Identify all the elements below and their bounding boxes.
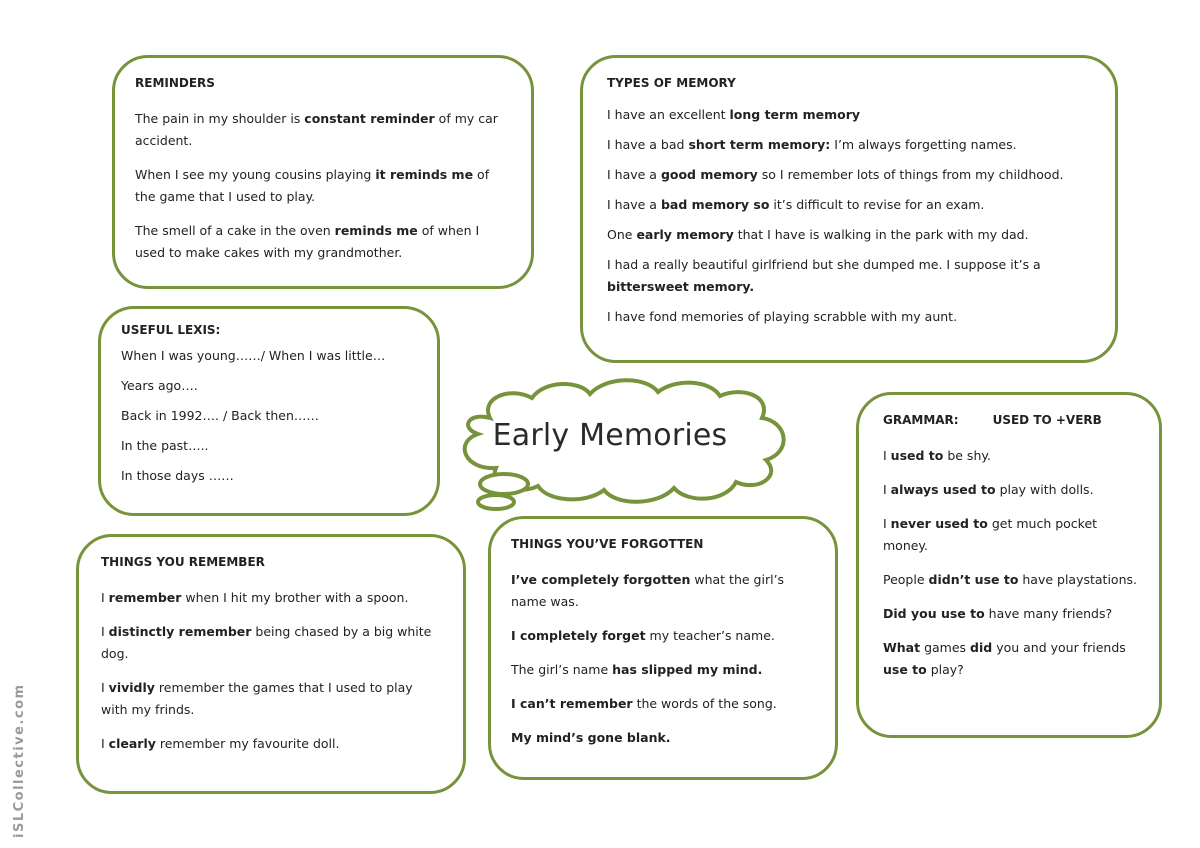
example-sentence xyxy=(883,479,1143,501)
reminders-heading: REMINDERS xyxy=(135,76,215,90)
lexis-lines xyxy=(121,345,417,487)
highlighted-phrase: constant reminder xyxy=(304,111,435,126)
sentence-text: I xyxy=(101,590,109,605)
lexis-heading: USEFUL LEXIS: xyxy=(121,323,221,337)
highlighted-phrase: What xyxy=(883,640,921,655)
sentence-text: In the past….. xyxy=(121,438,209,453)
sentence-text: The girl’s name xyxy=(511,662,613,677)
highlighted-phrase: bittersweet memory. xyxy=(607,279,755,294)
highlighted-phrase: remember xyxy=(108,590,182,605)
example-sentence xyxy=(121,465,417,487)
highlighted-phrase: good memory xyxy=(660,167,758,182)
example-sentence xyxy=(511,727,815,749)
page-title: Early Memories xyxy=(492,418,728,453)
highlighted-phrase: use to xyxy=(883,662,927,677)
example-sentence xyxy=(607,194,1095,216)
reminders-box xyxy=(112,55,534,289)
sentence-text: that I have is walking in the park with my dad. xyxy=(733,227,1029,242)
example-sentence xyxy=(511,625,815,647)
sentence-text: In those days …… xyxy=(121,468,234,483)
example-sentence xyxy=(135,108,511,152)
example-sentence xyxy=(607,164,1095,186)
types-heading: TYPES OF MEMORY xyxy=(607,76,736,90)
things-you-remember-box xyxy=(76,534,466,794)
sentence-text: Years ago…. xyxy=(121,378,198,393)
example-sentence xyxy=(101,587,443,609)
highlighted-phrase: vividly xyxy=(108,680,155,695)
useful-lexis-box xyxy=(98,306,440,516)
highlighted-phrase: Did you use to xyxy=(883,606,985,621)
example-sentence xyxy=(883,603,1143,625)
highlighted-phrase: has slipped my mind. xyxy=(612,662,763,677)
sentence-text: I xyxy=(883,448,891,463)
example-sentence xyxy=(511,659,815,681)
sentence-text: games xyxy=(920,640,971,655)
sentence-text: of the game that I used to play. xyxy=(135,167,490,204)
example-sentence xyxy=(121,405,417,427)
highlighted-phrase: did xyxy=(970,640,993,655)
title-cloud xyxy=(440,372,820,512)
remember-lines xyxy=(101,587,443,755)
forgotten-lines xyxy=(511,569,815,749)
highlighted-phrase: I’ve completely forgotten xyxy=(511,572,691,587)
grammar-subheading: USED TO +VERB xyxy=(992,413,1102,427)
sentence-text: I xyxy=(883,482,891,497)
sentence-text: I have fond memories of playing scrabble with my aunt. xyxy=(607,309,958,324)
remember-heading: THINGS YOU REMEMBER xyxy=(101,555,265,569)
sentence-text: I xyxy=(101,680,109,695)
highlighted-phrase: My mind’s gone blank. xyxy=(511,730,671,745)
sentence-text: I have a bad xyxy=(607,137,689,152)
forgotten-heading: THINGS YOU’VE FORGOTTEN xyxy=(511,537,704,551)
highlighted-phrase: didn’t use to xyxy=(928,572,1019,587)
grammar-heading-row xyxy=(883,413,1143,427)
sentence-text: my teacher’s name. xyxy=(645,628,775,643)
sentence-text: remember the games that I used to play with my frinds. xyxy=(101,680,413,717)
sentence-text: it’s difficult to revise for an exam. xyxy=(769,197,985,212)
example-sentence xyxy=(135,164,511,208)
sentence-text: get much pocket money. xyxy=(883,516,1098,553)
highlighted-phrase: short term memory: xyxy=(688,137,831,152)
example-sentence xyxy=(883,445,1143,467)
highlighted-phrase: used to xyxy=(890,448,944,463)
sentence-text: Back in 1992…. / Back then…… xyxy=(121,408,319,423)
example-sentence xyxy=(101,733,443,755)
highlighted-phrase: clearly xyxy=(108,736,156,751)
sentence-text: The pain in my shoulder is xyxy=(135,111,305,126)
sentence-text: the words of the song. xyxy=(632,696,777,711)
sentence-text: have many friends? xyxy=(984,606,1113,621)
sentence-text: I have a xyxy=(607,167,661,182)
reminders-lines xyxy=(135,108,511,264)
highlighted-phrase: always used to xyxy=(890,482,996,497)
highlighted-phrase: I completely forget xyxy=(511,628,646,643)
sentence-text: so I remember lots of things from my childhood. xyxy=(757,167,1064,182)
watermark: iSLCollective.com xyxy=(12,683,27,838)
sentence-text: When I was young……/ When I was little… xyxy=(121,348,386,363)
example-sentence xyxy=(135,220,511,264)
sentence-text: The smell of a cake in the oven xyxy=(135,223,335,238)
sentence-text: what the girl’s name was. xyxy=(511,572,785,609)
sentence-text: have playstations. xyxy=(1018,572,1137,587)
highlighted-phrase: never used to xyxy=(890,516,988,531)
sentence-text: play with dolls. xyxy=(995,482,1094,497)
example-sentence xyxy=(607,134,1095,156)
sentence-text: you and your friends xyxy=(992,640,1126,655)
sentence-text: being chased by a big white dog. xyxy=(101,624,432,661)
example-sentence xyxy=(883,513,1143,557)
sentence-text: I have an excellent xyxy=(607,107,730,122)
example-sentence xyxy=(607,104,1095,126)
example-sentence xyxy=(511,693,815,715)
sentence-text: One xyxy=(607,227,637,242)
example-sentence xyxy=(121,345,417,367)
example-sentence xyxy=(883,637,1143,681)
highlighted-phrase: long term memory xyxy=(729,107,861,122)
highlighted-phrase: I can’t remember xyxy=(511,696,633,711)
highlighted-phrase: early memory xyxy=(636,227,734,242)
highlighted-phrase: it reminds me xyxy=(375,167,474,182)
sentence-text: I xyxy=(101,736,109,751)
sentence-text: I xyxy=(101,624,109,639)
example-sentence xyxy=(121,375,417,397)
sentence-text: I’m always forgetting names. xyxy=(830,137,1017,152)
grammar-box xyxy=(856,392,1162,738)
highlighted-phrase: distinctly remember xyxy=(108,624,252,639)
example-sentence xyxy=(883,569,1143,591)
sentence-text: I have a xyxy=(607,197,661,212)
types-of-memory-box xyxy=(580,55,1118,363)
sentence-text: of when I used to make cakes with my grandmother. xyxy=(135,223,480,260)
grammar-lines xyxy=(883,445,1143,681)
sentence-text: People xyxy=(883,572,929,587)
sentence-text: When I see my young cousins playing xyxy=(135,167,376,182)
sentence-text: play? xyxy=(926,662,964,677)
sentence-text: when I hit my brother with a spoon. xyxy=(181,590,409,605)
example-sentence xyxy=(101,677,443,721)
example-sentence xyxy=(511,569,815,613)
types-lines xyxy=(607,104,1095,328)
highlighted-phrase: bad memory so xyxy=(660,197,770,212)
sentence-text: I xyxy=(883,516,891,531)
sentence-text: remember my favourite doll. xyxy=(155,736,340,751)
example-sentence xyxy=(607,306,1095,328)
example-sentence xyxy=(121,435,417,457)
example-sentence xyxy=(607,224,1095,246)
grammar-heading: GRAMMAR: xyxy=(883,413,959,427)
example-sentence xyxy=(607,254,1095,298)
highlighted-phrase: reminds me xyxy=(334,223,418,238)
sentence-text: be shy. xyxy=(943,448,991,463)
sentence-text: of my car accident. xyxy=(135,111,498,148)
things-youve-forgotten-box xyxy=(488,516,838,780)
example-sentence xyxy=(101,621,443,665)
sentence-text: I had a really beautiful girlfriend but she dumped me. I suppose it’s a xyxy=(607,257,1041,272)
